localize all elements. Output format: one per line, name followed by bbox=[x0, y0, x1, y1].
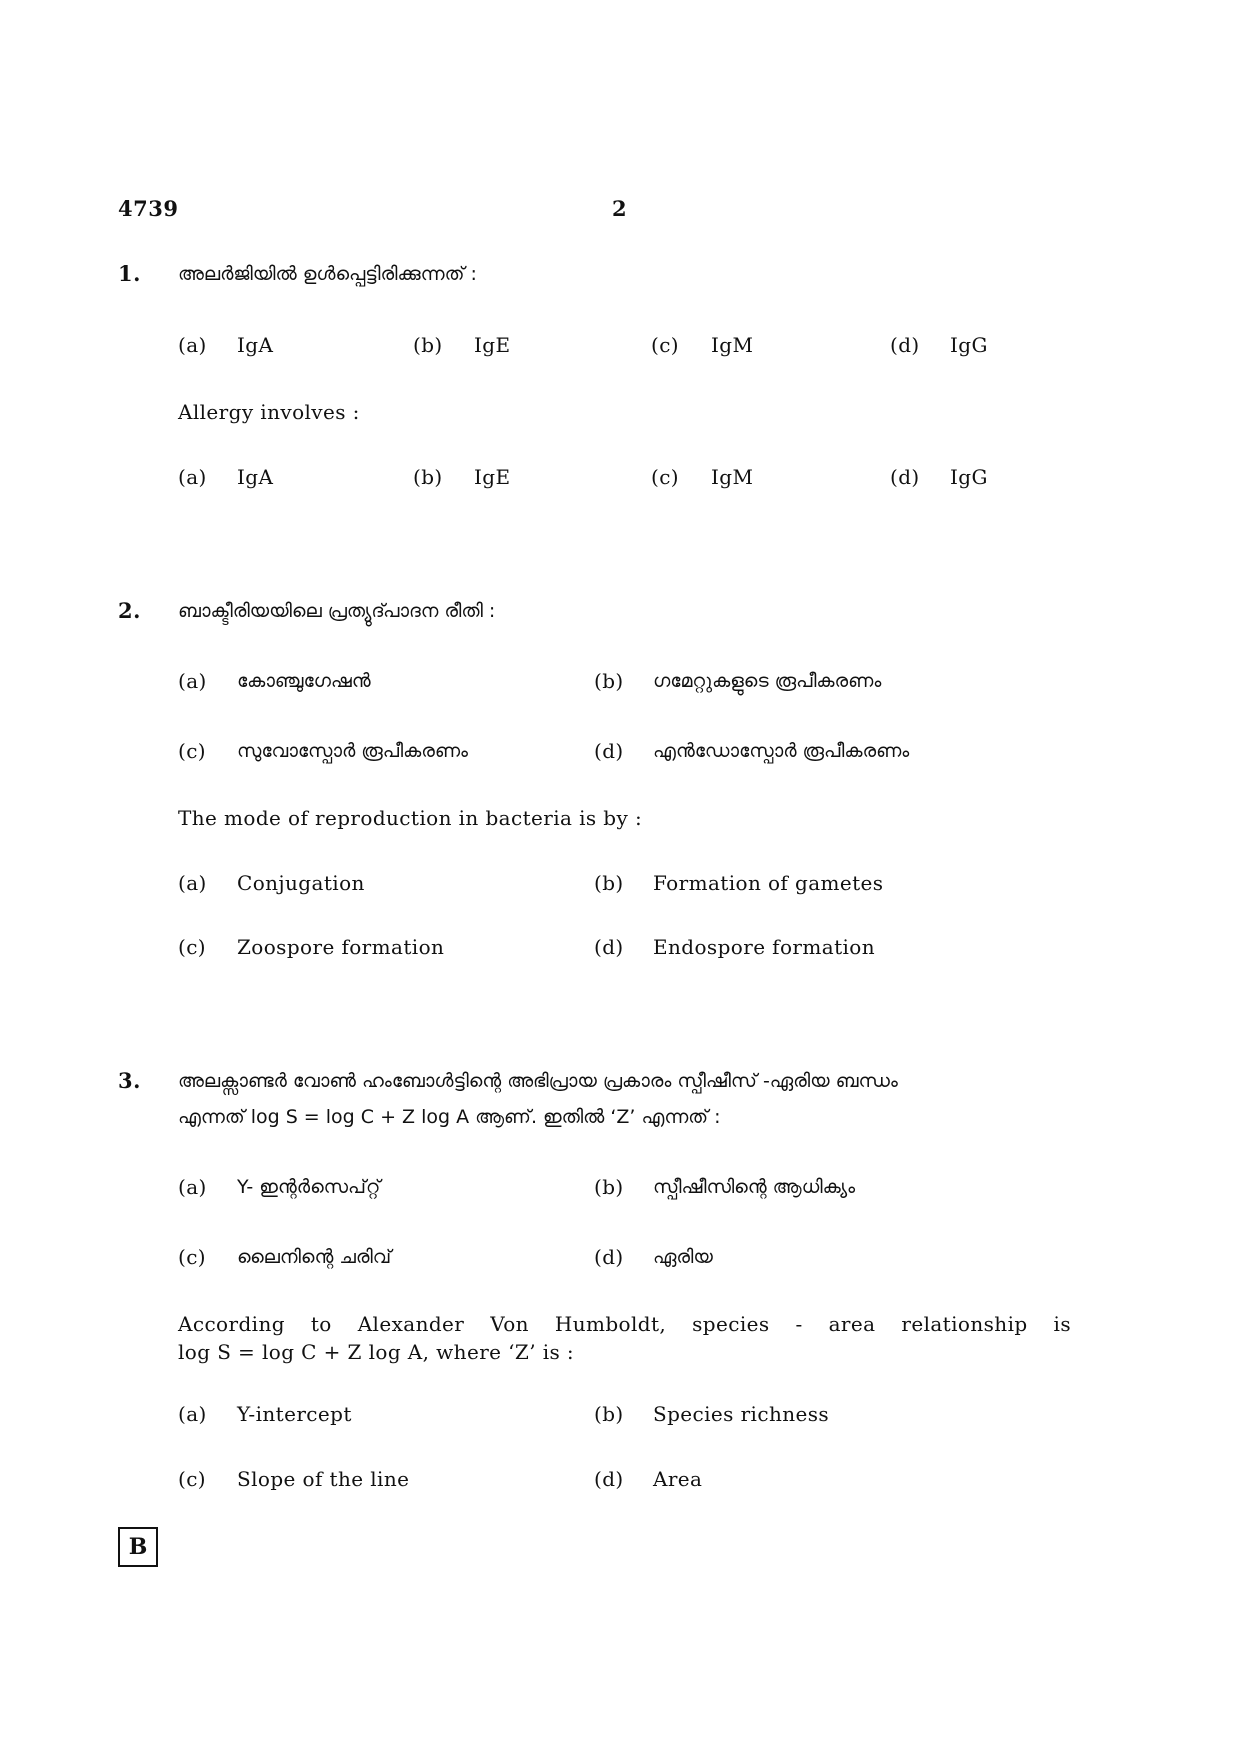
option-label: (c) bbox=[178, 739, 207, 763]
question-number: 1. bbox=[118, 261, 141, 286]
option-text: Conjugation bbox=[237, 871, 365, 895]
question-stem-malayalam-line2: എന്നത് log S = log C + Z log A ആണ്. ഇതിൽ ‘Z’ എന്നത് : bbox=[178, 1106, 721, 1128]
option-label: (c) bbox=[178, 1467, 207, 1491]
option-text: IgA bbox=[237, 465, 274, 489]
option-label: (b) bbox=[594, 871, 624, 895]
option-label: (c) bbox=[651, 333, 680, 357]
option-text: IgM bbox=[711, 333, 754, 357]
option-text: സ്പീഷീസിന്റെ ആധിക്യം bbox=[653, 1176, 856, 1198]
option-label: (d) bbox=[594, 1467, 624, 1491]
question-set-code-box bbox=[118, 1527, 158, 1567]
question-stem-english: The mode of reproduction in bacteria is by : bbox=[178, 806, 643, 830]
option-label: (d) bbox=[594, 739, 624, 763]
option-text: ലൈനിന്റെ ചരിവ് bbox=[237, 1246, 392, 1268]
option-label: (c) bbox=[178, 935, 207, 959]
option-label: (a) bbox=[178, 465, 207, 489]
option-label: (d) bbox=[594, 935, 624, 959]
question-stem-english-line2: log S = log C + Z log A, where ‘Z’ is : bbox=[178, 1340, 575, 1364]
option-text: Area bbox=[653, 1467, 703, 1491]
question-number: 2. bbox=[118, 598, 141, 623]
option-label: (c) bbox=[651, 465, 680, 489]
option-label: (a) bbox=[178, 1402, 207, 1426]
paper-code: 4739 bbox=[118, 196, 179, 221]
question-stem-malayalam-line1: അലക്സാണ്ടർ വോൺ ഹംബോൾട്ടിന്റെ അഭിപ്രായ പ്രകാരം സ്പീഷീസ് -ഏരിയ ബന്ധം bbox=[178, 1070, 898, 1092]
question-number: 3. bbox=[118, 1068, 141, 1093]
option-label: (b) bbox=[594, 669, 624, 693]
option-label: (a) bbox=[178, 669, 207, 693]
option-label: (a) bbox=[178, 1175, 207, 1199]
option-text: ഏരിയ bbox=[653, 1246, 713, 1268]
option-text: സുവോസ്പോർ രൂപീകരണം bbox=[237, 740, 469, 762]
question-stem-malayalam: അലർജിയിൽ ഉൾപ്പെട്ടിരിക്കുന്നത് : bbox=[178, 263, 477, 285]
option-label: (d) bbox=[594, 1245, 624, 1269]
page-number: 2 bbox=[612, 196, 628, 221]
option-text: Zoospore formation bbox=[237, 935, 445, 959]
option-text: IgG bbox=[950, 333, 988, 357]
option-label: (a) bbox=[178, 333, 207, 357]
question-stem-english-line1: According to Alexander Von Humboldt, species - area relationship is bbox=[178, 1312, 1071, 1336]
option-text: Endospore formation bbox=[653, 935, 876, 959]
option-text: IgG bbox=[950, 465, 988, 489]
option-label: (d) bbox=[890, 333, 920, 357]
option-label: (b) bbox=[594, 1402, 624, 1426]
option-text: IgE bbox=[474, 465, 511, 489]
option-text: IgE bbox=[474, 333, 511, 357]
option-label: (d) bbox=[890, 465, 920, 489]
option-text: Species richness bbox=[653, 1402, 830, 1426]
option-text: Y- ഇന്റർസെപ്റ്റ് bbox=[237, 1176, 381, 1198]
option-label: (b) bbox=[413, 333, 443, 357]
option-text: കോഞ്ചുഗേഷൻ bbox=[237, 670, 371, 692]
question-stem-malayalam: ബാക്ടീരിയയിലെ പ്രത്യുദ്പാദന രീതി : bbox=[178, 600, 496, 622]
option-text: Slope of the line bbox=[237, 1467, 410, 1491]
option-text: IgA bbox=[237, 333, 274, 357]
option-text: Y-intercept bbox=[237, 1402, 352, 1426]
option-label: (b) bbox=[594, 1175, 624, 1199]
question-stem-english: Allergy involves : bbox=[178, 400, 360, 424]
option-text: Formation of gametes bbox=[653, 871, 884, 895]
option-label: (c) bbox=[178, 1245, 207, 1269]
option-text: എൻഡോസ്പോർ രൂപീകരണം bbox=[653, 740, 910, 762]
option-label: (a) bbox=[178, 871, 207, 895]
option-text: IgM bbox=[711, 465, 754, 489]
option-text: ഗമേറ്റുകളുടെ രൂപീകരണം bbox=[653, 670, 882, 692]
question-set-code: B bbox=[128, 1534, 148, 1560]
option-label: (b) bbox=[413, 465, 443, 489]
